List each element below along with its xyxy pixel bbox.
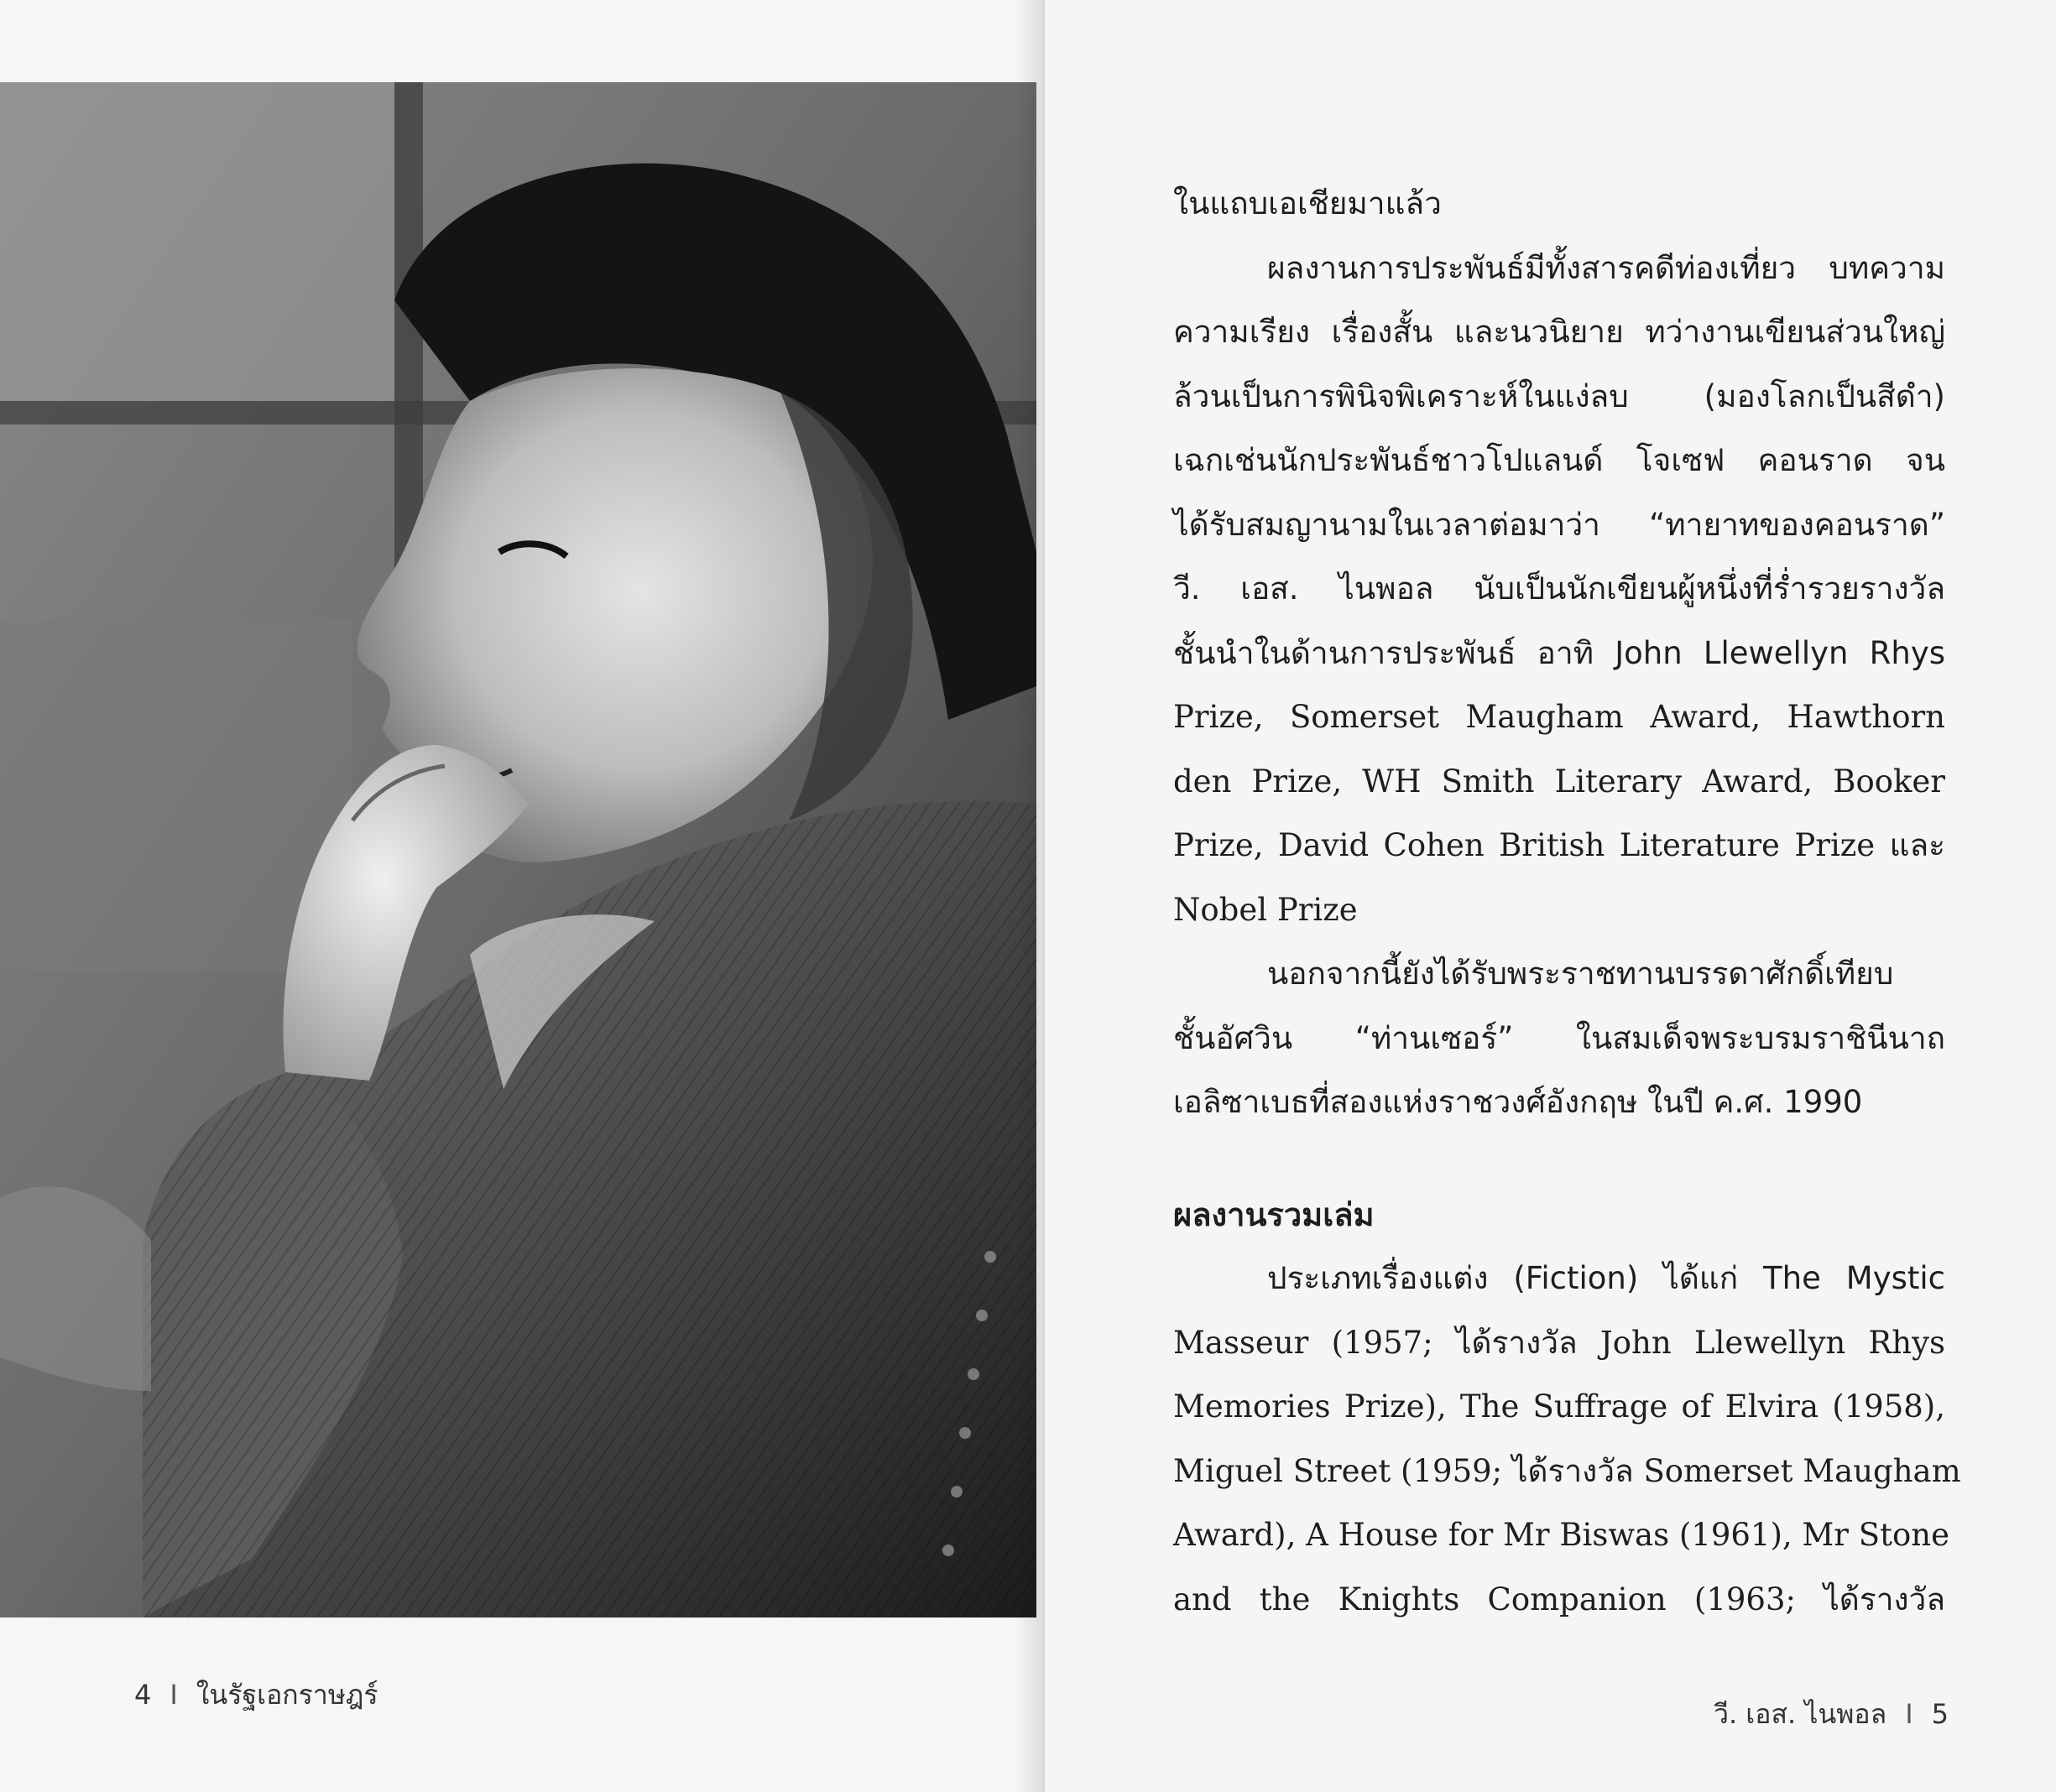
body-line: Prize, David Cohen British Literature Prize และ	[1173, 827, 1945, 863]
footer-separator: I	[1905, 1698, 1913, 1730]
body-line: ล้วนเป็นการพินิจพิเคราะห์ในแง่ลบ (มองโลกเป็นสีดำ)	[1173, 378, 1945, 414]
body-line: เอลิซาเบธที่สองแห่งราชวงศ์อังกฤษ ในปี ค.ศ. 1990	[1173, 1084, 1863, 1120]
body-line: den Prize, WH Smith Literary Award, Booker	[1173, 763, 1945, 800]
body-line: Nobel Prize	[1173, 891, 1358, 928]
body-line: วี. เอส. ไนพอล นับเป็นนักเขียนผู้หนึ่งที่ร่ำรวยรางวัล	[1173, 570, 1945, 607]
footer-separator: I	[170, 1679, 178, 1711]
body-line: Prize, Somerset Maugham Award, Hawthorn	[1173, 699, 1945, 735]
right-page-number: 5	[1931, 1698, 1949, 1730]
body-line: ผลงานการประพันธ์มีทั้งสารคดีท่องเที่ยว บทความ	[1267, 249, 1945, 286]
body-line: นอกจากนี้ยังได้รับพระราชทานบรรดาศักดิ์เทียบ	[1267, 956, 1894, 992]
left-page-number: 4	[134, 1679, 152, 1711]
portrait-illustration	[0, 82, 1036, 1617]
right-page-body	[1173, 172, 1961, 1632]
body-line: ประเภทเรื่องแต่ง (Fiction) ได้แก่ The Mystic	[1267, 1260, 1945, 1296]
book-title: ในรัฐเอกราษฎร์	[196, 1679, 378, 1711]
body-line: Masseur (1957; ได้รางวัล John Llewellyn Rhys	[1173, 1324, 1945, 1361]
body-line: ได้รับสมญานามในเวลาต่อมาว่า “ทายาทของคอนราด”	[1173, 506, 1945, 543]
author-name: วี. เอส. ไนพอล	[1713, 1698, 1887, 1730]
right-page-footer	[1714, 1693, 1949, 1736]
body-line: and the Knights Companion (1963; ได้รางวัล	[1173, 1581, 1945, 1617]
body-line: Miguel Street (1959; ได้รางวัล Somerset Maugham	[1173, 1452, 1961, 1489]
body-line: เฉกเช่นนักประพันธ์ชาวโปแลนด์ โจเซฟ คอนราด จน	[1173, 442, 1945, 478]
body-line: ความเรียง เรื่องสั้น และนวนิยาย ทว่างานเขียนส่วนใหญ่	[1173, 314, 1945, 350]
body-line: ชั้นอัศวิน “ท่านเซอร์” ในสมเด็จพระบรมราชินีนาถ	[1173, 1019, 1945, 1056]
body-line: Award), A House for Mr Biswas (1961), Mr Stone	[1173, 1517, 1949, 1553]
section-heading: ผลงานรวมเล่ม	[1173, 1196, 1375, 1233]
author-portrait-photo	[0, 82, 1036, 1617]
body-line: ชั้นนำในด้านการประพันธ์ อาทิ John Llewellyn Rhys	[1173, 634, 1945, 671]
body-line: Memories Prize), The Suffrage of Elvira (1958),	[1173, 1388, 1945, 1425]
body-line: ในแถบเอเชียมาแล้ว	[1173, 185, 1442, 221]
left-page-footer	[134, 1674, 378, 1716]
